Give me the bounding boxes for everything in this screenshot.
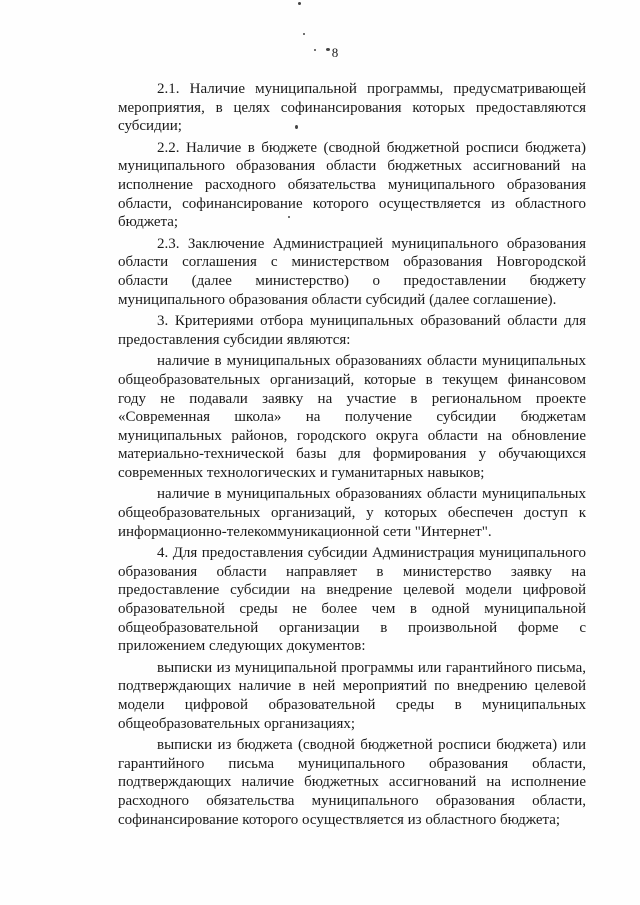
page-number: 8 xyxy=(331,45,339,60)
document-body xyxy=(118,80,586,832)
scan-speck xyxy=(298,2,301,5)
paragraph-3: 3. Критериями отбора муниципальных образований области для предоставления субсидии являются: xyxy=(118,313,586,348)
paragraph-4-document-1: выписки из муниципальной программы или гарантийного письма, подтверждающих наличие в ней мероприятий по внедрению целевой модели цифровой образовательной среды в муниципальных общеобразовательных организациях; xyxy=(118,659,586,732)
paragraph-3-criterion-2: наличие в муниципальных образованиях области муниципальных общеобразовательных организаций, у которых обеспечен доступ к информационно-телекоммуникационной сети "Интернет". xyxy=(118,486,586,540)
paragraph-3-criterion-1: наличие в муниципальных образованиях области муниципальных общеобразовательных организаций, которые в текущем финансовом году не подавали заявку на участие в региональном проекте «Современная школа» на получение субсидии бюджетам муниципальных районов, городского округа области на обновление материально-технической базы для формирования у обучающихся современных технологических и гуманитарных навыков; xyxy=(118,353,586,481)
paragraph-4-document-2: выписки из бюджета (сводной бюджетной росписи бюджета) или гарантийного письма муниципального образования области, подтверждающих наличие бюджетных ассигнований на исполнение расходного обязательства муниципального образования области, софинансирование которого осуществляется из областного бюджета; xyxy=(118,737,586,828)
paragraph-2-2: 2.2. Наличие в бюджете (сводной бюджетной росписи бюджета) муниципального образования области бюджетных ассигнований на исполнение расходного обязательства муниципального образования области, софинансирование которого осуществляется из областного бюджета; xyxy=(118,139,586,231)
scan-speck xyxy=(303,33,305,35)
paragraph-2-1: 2.1. Наличие муниципальной программы, предусматривающей мероприятия, в целях софинансирования которых предоставляются субсидии; xyxy=(118,81,586,135)
paragraph-2-3: 2.3. Заключение Администрацией муниципального образования области соглашения с министерством образования Новгородской области (далее министерство) о предоставлении бюджету муниципального образования области субсидий (далее соглашение). xyxy=(118,235,586,308)
paragraph-4: 4. Для предоставления субсидии Администрация муниципального образования области направляет в министерство заявку на предоставление субсидии на внедрение целевой модели цифровой образовательной среды не более чем в одной муниципальной общеобразовательной организации в произвольной форме с приложением следующих документов: xyxy=(118,545,586,655)
